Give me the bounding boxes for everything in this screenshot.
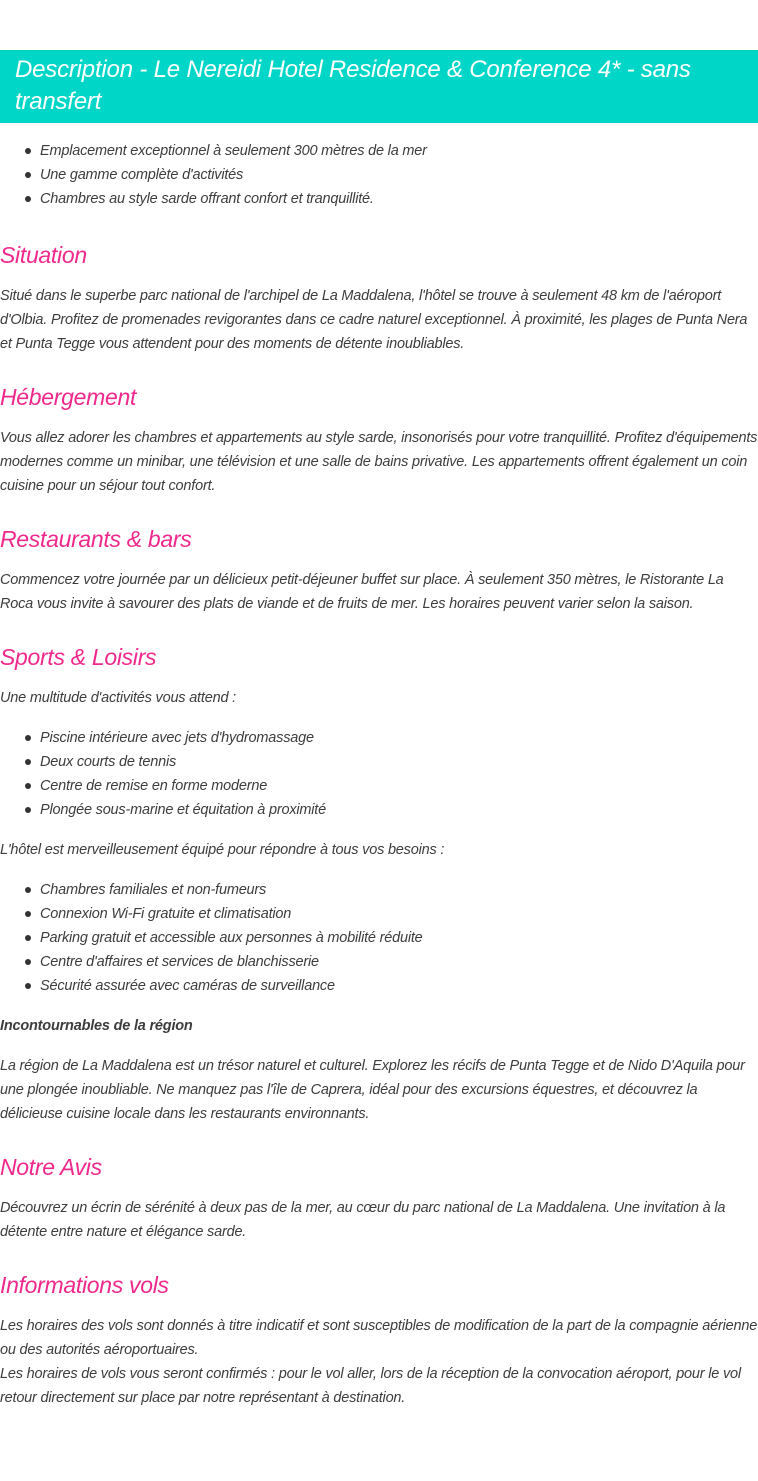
list-item: Plongée sous-marine et équitation à proximité xyxy=(40,798,758,822)
vols-text-1: Les horaires des vols sont donnés à titre indicatif et sont susceptibles de modification de la part de la compagnie aérienne ou des autorités aéroportuaires. xyxy=(0,1318,758,1358)
sports-intro: Une multitude d'activités vous attend : xyxy=(0,690,236,706)
vols-heading: Informations vols xyxy=(0,1272,169,1298)
description-banner xyxy=(0,50,758,123)
restaurants-heading: Restaurants & bars xyxy=(0,526,192,552)
activities-list xyxy=(0,726,758,822)
avis-heading: Notre Avis xyxy=(0,1154,102,1180)
region-title: Incontournables de la région xyxy=(0,1018,193,1034)
list-item: Centre d'affaires et services de blanchisserie xyxy=(40,950,758,974)
page xyxy=(0,50,758,1410)
region-text: La région de La Maddalena est un trésor naturel et culturel. Explorez les récifs de Punta Tegge et de Nido D'Aquila pour une plongée inoubliable. Ne manquez pas l'île de Caprera, idéal pour des excursions équestres, et découvrez la délicieuse cuisine locale dans les restaurants environnants. xyxy=(0,1058,745,1122)
page-title: Description - Le Nereidi Hotel Residence & Conference 4* - sans transfert xyxy=(15,56,691,115)
list-item: Sécurité assurée avec caméras de surveillance xyxy=(40,974,758,998)
list-item: Centre de remise en forme moderne xyxy=(40,774,758,798)
list-item: Emplacement exceptionnel à seulement 300 mètres de la mer xyxy=(40,139,758,163)
avis-text: Découvrez un écrin de sérénité à deux pas de la mer, au cœur du parc national de La Maddalena. Une invitation à la détente entre nature et élégance sarde. xyxy=(0,1200,726,1240)
sports-heading: Sports & Loisirs xyxy=(0,644,157,670)
list-item: Connexion Wi-Fi gratuite et climatisation xyxy=(40,902,758,926)
equipment-list xyxy=(0,878,758,998)
list-item: Parking gratuit et accessible aux personnes à mobilité réduite xyxy=(40,926,758,950)
situation-heading: Situation xyxy=(0,242,87,268)
list-item: Une gamme complète d'activités xyxy=(40,163,758,187)
list-item: Piscine intérieure avec jets d'hydromassage xyxy=(40,726,758,750)
list-item: Chambres au style sarde offrant confort et tranquillité. xyxy=(40,187,758,211)
situation-text: Situé dans le superbe parc national de l'archipel de La Maddalena, l'hôtel se trouve à seulement 48 km de l'aéroport d'Olbia. Profitez de promenades revigorantes dans ce cadre naturel exceptionnel. À proximité, les plages de Punta Nera et Punta Tegge vous attendent pour des moments de détente inoubliables. xyxy=(0,288,748,352)
equipment-intro: L'hôtel est merveilleusement équipé pour répondre à tous vos besoins : xyxy=(0,842,445,858)
hebergement-text: Vous allez adorer les chambres et appartements au style sarde, insonorisés pour votre tranquillité. Profitez d'équipements modernes comme un minibar, une télévision et une salle de bains privative. Les appartements offrent également un coin cuisine pour un séjour tout confort. xyxy=(0,430,758,494)
restaurants-text: Commencez votre journée par un délicieux petit-déjeuner buffet sur place. À seulement 350 mètres, le Ristorante La Roca vous invite à savourer des plats de viande et de fruits de mer. Les horaires peuvent varier selon la saison. xyxy=(0,572,724,612)
highlights-list xyxy=(0,139,758,211)
list-item: Chambres familiales et non-fumeurs xyxy=(40,878,758,902)
hebergement-heading: Hébergement xyxy=(0,384,137,410)
list-item: Deux courts de tennis xyxy=(40,750,758,774)
vols-text-2: Les horaires de vols vous seront confirmés : pour le vol aller, lors de la réception de la convocation aéroport, pour le vol retour directement sur place par notre représentant à destination. xyxy=(0,1366,741,1406)
